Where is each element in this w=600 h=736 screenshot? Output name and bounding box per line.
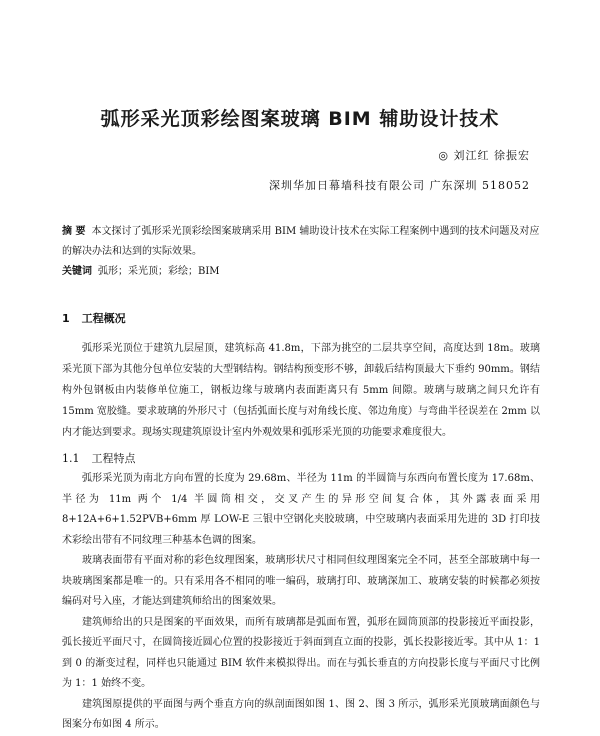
section-1-number: 1 — [62, 312, 70, 325]
abstract-text: 本文探讨了弧形采光顶彩绘图案玻璃采用 BIM 辅助设计技术在实际工程案例中遇到的技术问题及对应的解决办法和达到的实际效果。 — [62, 226, 540, 257]
section-1-heading — [62, 310, 126, 326]
keywords-label: 关键词 — [62, 266, 92, 277]
keywords-text: 弧形；采光顶；彩绘；BIM — [98, 266, 220, 277]
section-1-1-title: 工程特点 — [91, 452, 136, 465]
body-paragraph: 建筑图原提供的平面图与两个垂直方向的纵剖面图如图 1、图 2、图 3 所示，弧形采光顶玻璃面颜色与图案分布如图 4 所示。 — [62, 698, 540, 730]
keywords-line — [62, 262, 540, 282]
abstract-paragraph — [62, 222, 540, 262]
section-1-1-number: 1.1 — [62, 452, 80, 465]
section-1-1-heading — [62, 450, 136, 466]
body-paragraph: 弧形采光顶为南北方向布置的长度为 29.68m、半径为 11m 的半圆筒与东西向布置长度为 17.68m、半径为 11m 两个 1/4 半圆筒相交，交叉产生的异形空间复合体，其外露表面采用 8+12A+6+1.52PVB+6mm 厚 LOW-E 三银中空钢化夹胶玻璃，中空玻璃内表面采用先进的 3D 打印技术彩绘出带有不同纹理三种基本色调的图案。 — [62, 473, 540, 546]
body-paragraph: 建筑师给出的只是图案的平面效果，而所有玻璃都是弧面布置，弧形在圆筒顶部的投影接近平面投影，弧长接近平面尺寸，在圆筒接近圆心位置的投影接近于斜面到直立面的投影，弧长投影接近零。其中从 1：1 到 0 的渐变过程，同样也只能通过 BIM 软件来模拟得出。而在与弧长垂直的方向投影长度与平面尺寸比例为 1：1 始终不变。 — [62, 616, 540, 689]
affiliation: 深圳华加日幕墙科技有限公司 广东深圳 518052 — [269, 179, 530, 192]
section-1-1-body — [62, 469, 540, 736]
body-paragraph: 玻璃表面带有平面对称的彩色纹理图案，玻璃形状尺寸相同但纹理图案完全不同，甚至全部玻璃中每一块玻璃图案都是唯一的。只有采用各不相同的唯一编码，玻璃打印、玻璃深加工、玻璃安装的时候都必须按编码对号入座，才能达到建筑师给出的图案效果。 — [62, 555, 540, 607]
section-1-title: 工程概况 — [81, 312, 126, 325]
paper-title: 弧形采光顶彩绘图案玻璃 BIM 辅助设计技术 — [100, 108, 500, 130]
abstract-label: 摘 要 — [62, 226, 86, 237]
authors: ◎ 刘江红 徐振宏 — [438, 149, 530, 162]
abstract-block — [62, 222, 540, 282]
section-1-paragraph: 弧形采光顶位于建筑九层屋顶，建筑标高 41.8m，下部为挑空的二层共享空间，高度达到 18m。玻璃采光顶下部为其他分包单位安装的大型钢结构。钢结构预变形不够，卸载后结构顶最大下垂约 90mm。钢结构外包钢板由内装修单位施工，钢板边缘与玻璃内表面距离只有 5mm 间隙。玻璃与玻璃之间只允许有 15mm 宽胶缝。要求玻璃的外形尺寸（包括弧面长度与对角线长度、邻边角度）与弯曲半径误差在 2mm 以内才能达到要求。现场实现建筑原设计室内外观效果和弧形采光顶的功能要求难度很大。 — [62, 343, 540, 438]
